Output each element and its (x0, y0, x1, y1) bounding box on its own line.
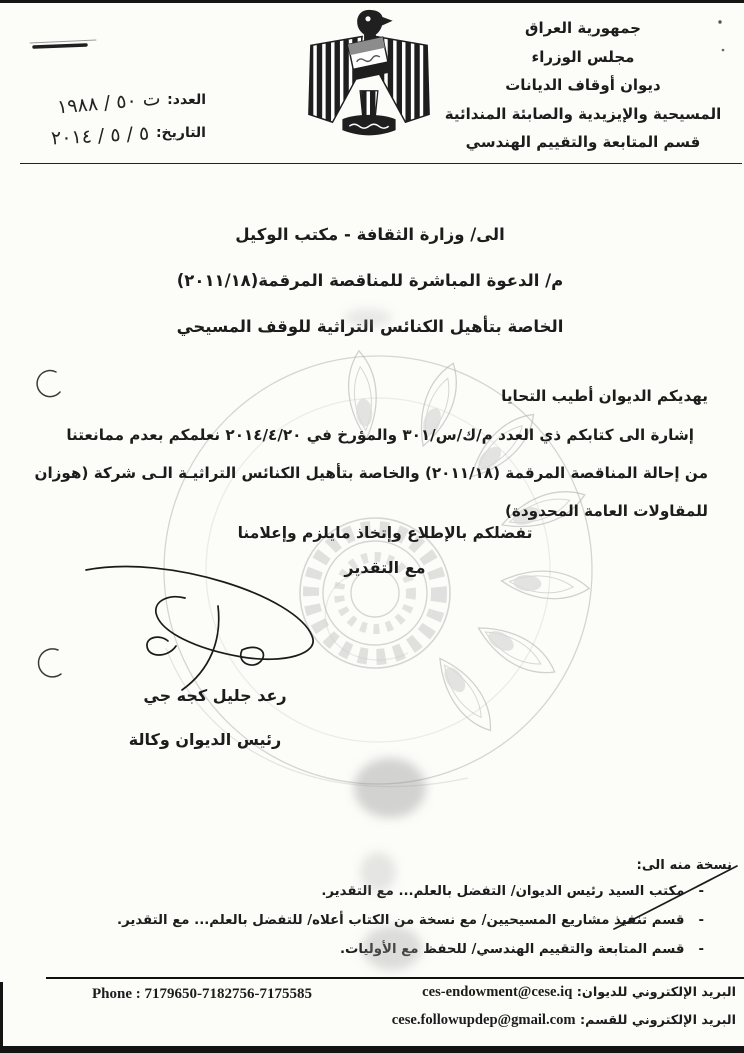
closing-instruction-line: تفضلكم بالإطلاع وإتخاذ مايلزم وإعلامنا (237, 524, 533, 542)
org-line-council: مجلس الوزراء (531, 47, 635, 66)
letterhead-org-block (422, 14, 744, 157)
copy-item-text: قسم تنفيذ مشاريع المسيحيين/ مع نسخة من الكتاب أعلاه/ للتفضل بالعلم... مع التقدير. (117, 913, 685, 928)
scan-left-edge (0, 982, 3, 1053)
body-line-2: من إحالة المناقصة المرقمة (٢٠١١/١٨) والخاصة بتأهيل الكنائس التراثيـة الـى شركة (هوزان (34, 464, 708, 482)
diwan-email-label: البريد الإلكتروني للديوان: (576, 985, 736, 1000)
reference-block (10, 87, 206, 158)
diwan-email-address: ces-endowment@cese.iq (422, 984, 573, 1000)
dash-bullet: - (698, 913, 704, 928)
copies-heading: نسخة منه الى: (636, 858, 732, 873)
copy-item (112, 939, 732, 960)
copy-item-text: مكتب السيد رئيس الديوان/ التفضل بالعلم... مع التقدير. (321, 884, 685, 899)
subject-re-line: م/ الدعوة المباشرة للمناقصة المرقمة(٢٠١١/١٨) (176, 271, 564, 290)
signatory-name: رعد جليل كجه جي (143, 686, 287, 705)
dept-email-address: cese.followupdep@gmail.com (391, 1012, 576, 1028)
dash-bullet: - (698, 884, 704, 899)
ref-number-value-handwritten: ت ٥٠ / ١٩٨٨ (55, 87, 161, 119)
phone-line: Phone : 7179650-7182756-7175585 (92, 986, 312, 1002)
subject-addressee-line: الى/ وزارة الثقافة - مكتب الوكيل (235, 225, 505, 244)
dept-email-label: البريد الإلكتروني للقسم: (580, 1013, 736, 1028)
coat-of-arms-icon (298, 4, 440, 140)
org-line-diwan: ديوان أوقاف الديانات (505, 76, 661, 94)
ref-number-label: العدد: (167, 92, 206, 108)
copies-block (112, 858, 732, 968)
copy-item (112, 910, 732, 931)
salutation-line: مع التقدير (344, 558, 426, 577)
handwritten-signature (58, 550, 338, 698)
ref-date-value-handwritten: ٥ / ٥ / ٢٠١٤ (50, 122, 150, 150)
subject-block (60, 212, 680, 350)
header-divider (20, 163, 742, 164)
copy-item (112, 881, 732, 902)
signatory-title: رئيس الديوان وكالة (128, 730, 282, 749)
subject-re-line2: الخاصة بتأهيل الكنائس التراثية للوقف المسيحي (176, 317, 564, 336)
org-line-department: قسم المتابعة والتقييم الهندسي (465, 133, 701, 151)
dept-email-line (392, 1012, 736, 1029)
copy-item-text: قسم المتابعة والتقييم الهندسي/ للحفظ مع الأوليات. (339, 942, 685, 957)
org-line-country: جمهورية العراق (525, 19, 641, 37)
dash-bullet: - (698, 942, 704, 957)
ref-date-label: التاريخ: (155, 125, 206, 141)
footer-divider (46, 977, 744, 979)
letter-body (28, 376, 708, 530)
scan-bottom-edge (0, 1046, 744, 1053)
org-line-endowments: المسيحية والإيزيدية والصابئة المندائية (444, 104, 722, 123)
scan-top-edge (0, 0, 744, 3)
greeting-line: يهديكم الديوان أطيب التحايا (501, 387, 708, 405)
body-line-1: إشارة الى كتابكم ذي العدد م/ك/س/٣٠١ والمؤرخ في ٢٠١٤/٤/٢٠ نعلمكم بعدم ممانعتنا (66, 426, 694, 444)
diwan-email-line (422, 984, 736, 1001)
body-line-3: للمقاولات العامة المحدودة) (504, 502, 708, 520)
